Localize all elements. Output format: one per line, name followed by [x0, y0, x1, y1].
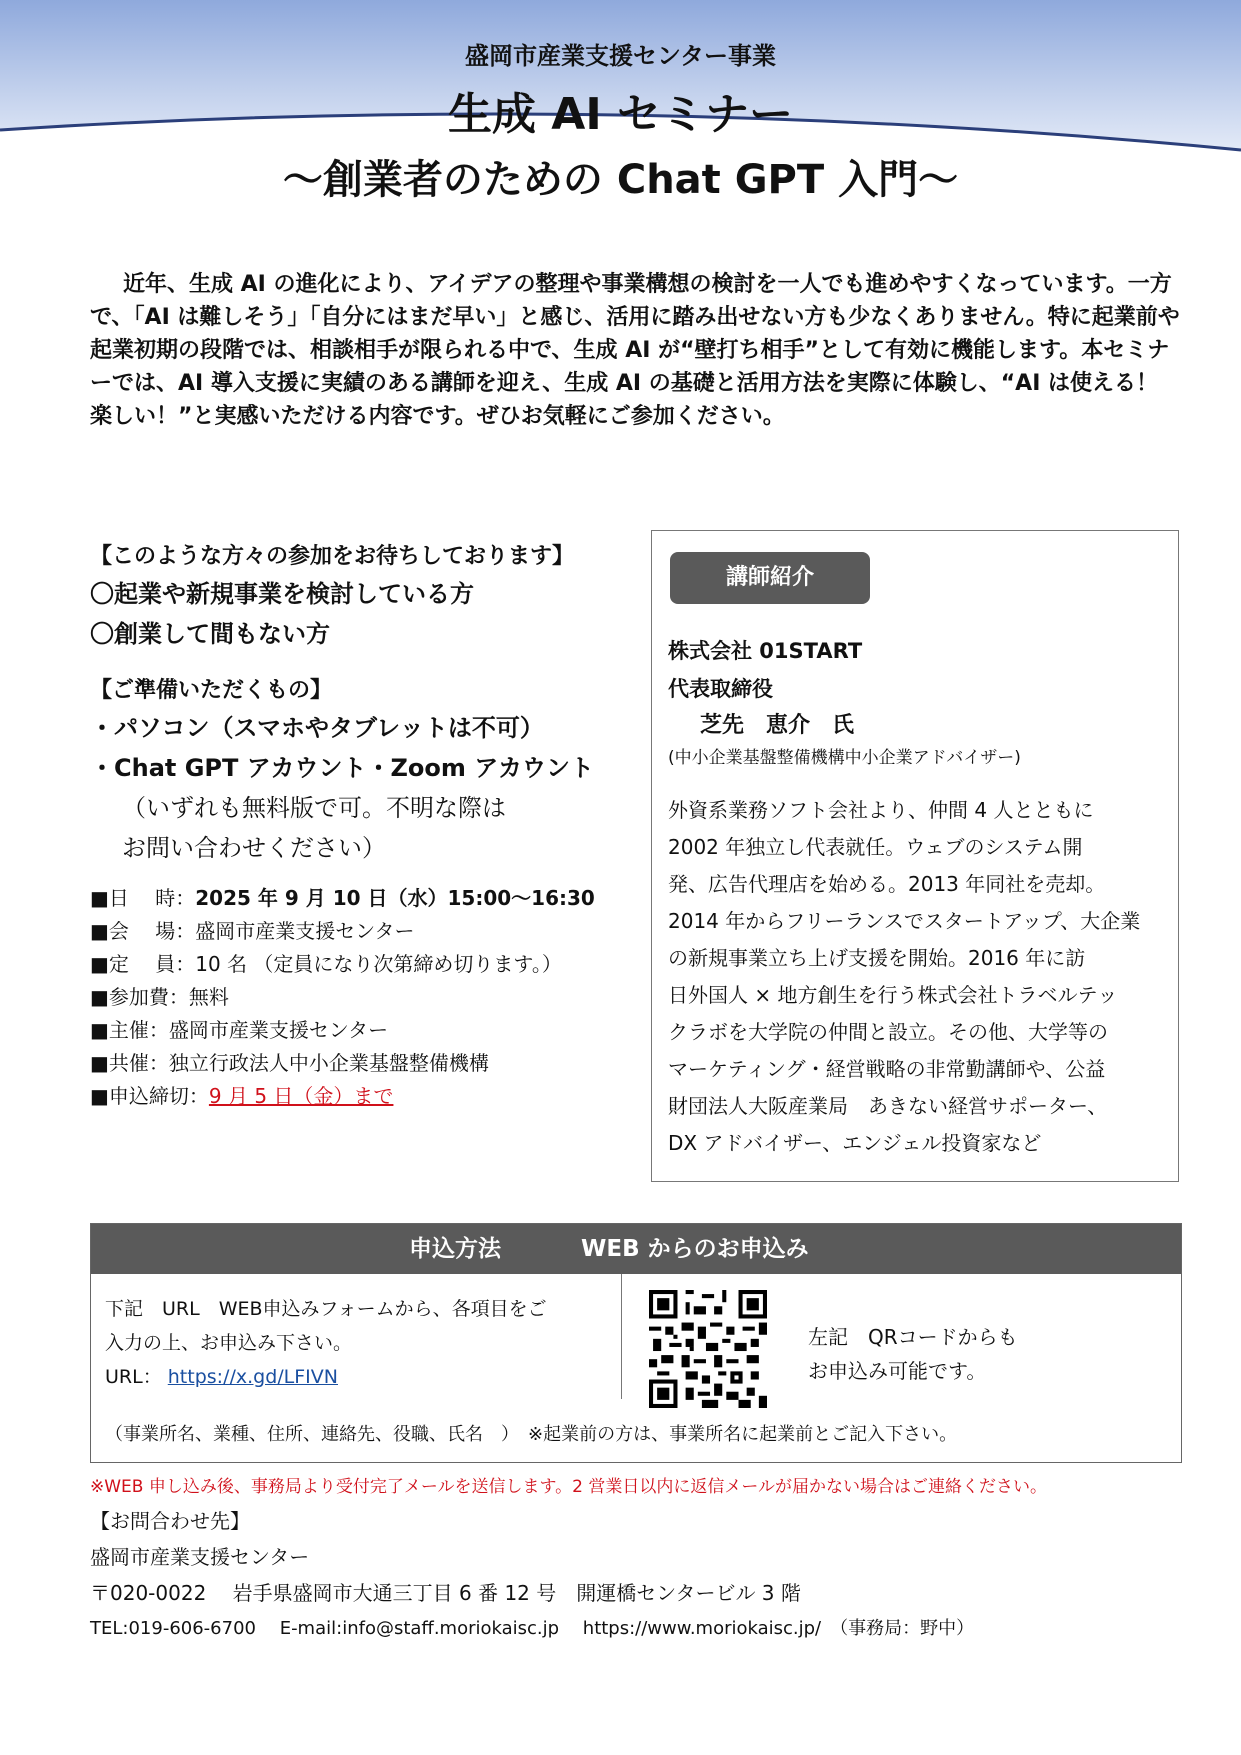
application-box — [90, 1223, 1182, 1463]
application-url-link[interactable]: https://x.gd/LFIVN — [167, 1366, 338, 1388]
contact-heading: 【お問合わせ先】 — [90, 1509, 250, 1533]
application-header — [91, 1224, 1181, 1274]
prepare-note: お問い合わせください） — [122, 834, 386, 862]
application-header-right: WEB からのお申込み — [581, 1236, 809, 1262]
instructor-company-block — [668, 632, 862, 708]
prepare-note: （いずれも無料版で可。不明な際は — [122, 794, 506, 822]
contact-address: 〒020-0022 岩手県盛岡市大通三丁目 6 番 12 号 開運橋センタービル 3 階 — [90, 1581, 801, 1605]
prepare-item: ・Chat GPT アカウント・Zoom アカウント — [90, 754, 594, 782]
target-item: 〇起業や新規事業を検討している方 — [90, 580, 474, 608]
detail-venue: ■会 場：盛岡市産業支援センター — [90, 919, 415, 943]
event-details — [90, 882, 650, 1113]
prepare-item: ・パソコン（スマホやタブレットは不可） — [90, 714, 544, 742]
application-footnote: （事業所名、業種、住所、連絡先、役職、氏名 ） ※起業前の方は、事業所名に起業前とご記入下さい。 — [105, 1424, 958, 1445]
detail-date: ■日 時：2025 年 9 月 10 日（水）15:00～16:30 — [90, 886, 595, 910]
contact-tel-email: TEL:019-606-6700 E-mail:info@staff.moriokaisc.jp https://www.moriokaisc.jp/ （事務局：野中） — [90, 1618, 975, 1639]
deadline-value: 9 月 5 日（金）まで — [208, 1084, 394, 1108]
detail-host: ■主催：盛岡市産業支援センター — [90, 1018, 389, 1042]
contact-org: 盛岡市産業支援センター — [90, 1545, 310, 1569]
prepare-heading: 【ご準備いただくもの】 — [90, 678, 333, 703]
instructor-company: 株式会社 01START — [668, 639, 863, 663]
contact-block — [90, 1503, 974, 1647]
detail-deadline: ■申込締切：9 月 5 日（金）まで — [90, 1084, 394, 1108]
target-item: 〇創業して間もない方 — [90, 620, 330, 648]
qr-code-icon[interactable] — [649, 1290, 767, 1408]
instructor-name: 芝先 恵介 氏 — [700, 713, 855, 738]
qr-instructions: 左記 QRコードからも お申込み可能です。 — [808, 1325, 1018, 1383]
warning-note: ※WEB 申し込み後、事務局より受付完了メールを送信します。2 営業日以内に返信メールが届かない場合はご連絡ください。 — [90, 1477, 1048, 1497]
instructor-bio: 外資系業務ソフト会社より、仲間 4 人とともに 2002 年独立し代表就任。ウェブのシステム開 発、広告代理店を始める。2013 年同社を売却。 2014 年からフリーランスでスタートアップ、大企業 の新規事業立ち上げ支援を開始。2016 年に訪 日外国人 × 地方創生を行う株式会社トラベルテッ クラボを大学院の仲間と設立。その他、大学等の マーケティング・経営戦略の非常勤講師や、公益 財団法人大阪産業局 あきない経営サポーター、 DX アドバイザー、エンジェル投資家など — [668, 798, 1141, 1155]
instructor-affiliation: (中小企業基盤整備機構中小企業アドバイザー) — [668, 748, 1021, 768]
application-header-left: 申込方法 — [409, 1236, 501, 1262]
detail-capacity: ■定 員：10 名 （定員になり次第締め切ります。） — [90, 952, 562, 976]
instructor-badge: 講師紹介 — [670, 552, 870, 604]
detail-fee: ■参加費：無料 — [90, 985, 229, 1009]
intro-paragraph: 近年、生成 AI の進化により、アイデアの整理や事業構想の検討を一人でも進めやすくなっています。一方で、「AI は難しそう」「自分にはまだ早い」と感じ、活用に踏み出せない方も少なくありません。特に起業前や起業初期の段階では、相談相手が限られる中で、生成 AI が“壁打ち相手”として有効に機能します。本セミナーでは、AI 導入支援に実績のある講師を迎え、生成 AI の基礎と活用方法を実際に体験し、“AI は使える！楽しい！”と実感いただける内容です。ぜひお気軽にご参加ください。 — [90, 272, 1180, 429]
instructor-position: 代表取締役 — [668, 677, 773, 701]
organizer-title: 盛岡市産業支援センター事業 — [464, 42, 777, 70]
application-instructions: 下記 URL WEB申込みフォームから、各項目をご 入力の上、お申込み下さい。 URL： https://x.gd/LFIVN — [105, 1298, 547, 1388]
target-heading: 【このような方々の参加をお待ちしております】 — [90, 544, 575, 569]
page-title: 生成 AI セミナー — [447, 89, 794, 140]
left-column — [90, 540, 650, 1113]
page-subtitle: ～創業者のための Chat GPT 入門～ — [282, 157, 959, 203]
application-divider — [621, 1274, 622, 1399]
detail-cohost: ■共催：独立行政法人中小企業基盤整備機構 — [90, 1051, 489, 1075]
